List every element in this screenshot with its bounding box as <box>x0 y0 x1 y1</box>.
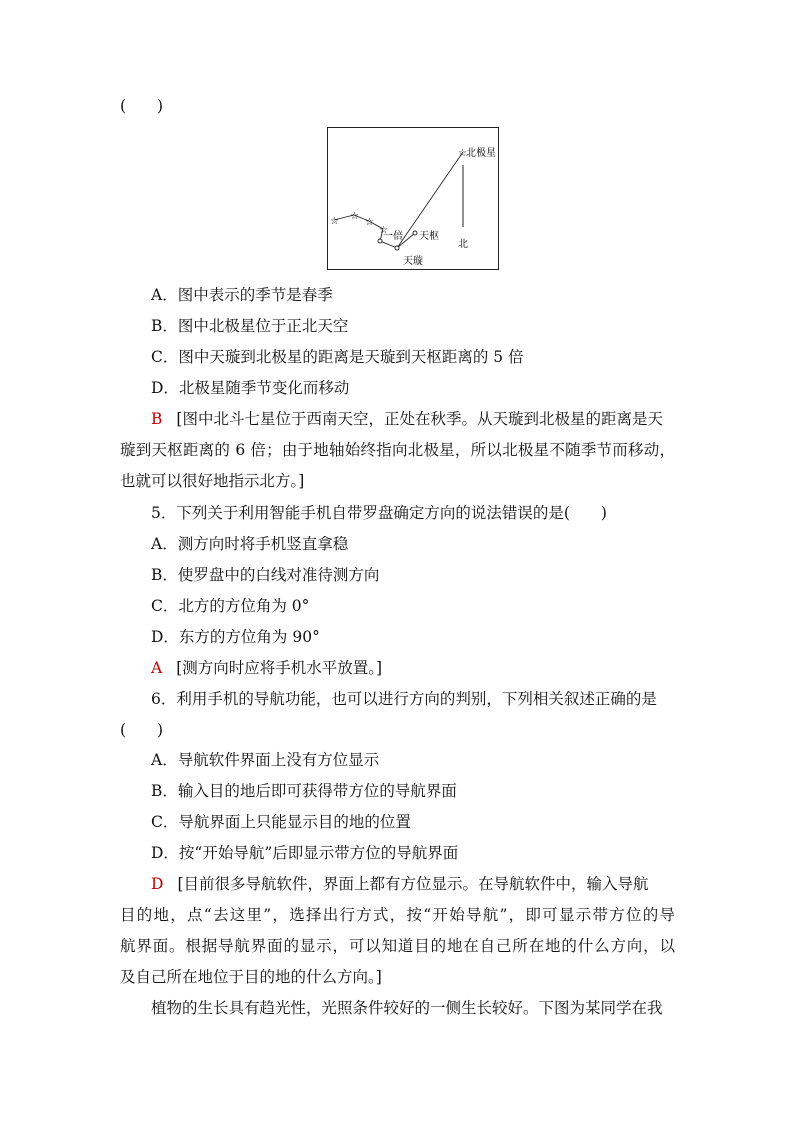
q6-option-c: C．导航界面上只能显示目的地的位置 <box>151 813 411 831</box>
q4-explain-1: [图中北斗七星位于西南天空，正处在秋季。从天璇到北极星的距离是天 <box>176 410 663 428</box>
q6-explain-1: [目前很多导航软件，界面上都有方位显示。在导航软件中，输入导航 <box>177 875 649 893</box>
q4-option-d: D．北极星随季节变化而移动 <box>151 379 350 397</box>
q5-option-d: D．东方的方位角为 90° <box>151 628 320 646</box>
q5-explain: [测方向时应将手机水平放置。] <box>176 659 383 677</box>
tianxuan-label: 天璇 <box>403 256 423 267</box>
q5-stem: 5．下列关于利用智能手机自带罗盘确定方向的说法错误的是( ) <box>151 504 607 522</box>
next-intro: 植物的生长具有趋光性，光照条件较好的一侧生长较好。下图为某同学在我 <box>151 999 663 1017</box>
star-icon: ☆ <box>379 225 388 236</box>
star-icon: ☆ <box>350 211 359 222</box>
q6-stem-2: ( ) <box>120 721 164 739</box>
q5-option-b: B．使罗盘中的白线对准待测方向 <box>151 566 380 584</box>
star-dot <box>413 231 417 235</box>
q5-option-c: C．北方的方位角为 0° <box>151 597 310 615</box>
star-dot <box>395 246 399 250</box>
q5-answer: A <box>151 659 163 677</box>
q4-option-a: A．图中表示的季节是春季 <box>151 286 333 304</box>
q6-answer: D <box>151 875 164 893</box>
q4-option-c: C．图中天璇到北极星的距离是天璇到天枢距离的 5 倍 <box>151 348 524 366</box>
north-star-label: 北极星 <box>466 148 496 159</box>
star-icon: ☆ <box>330 216 339 227</box>
q6-option-b: B．输入目的地后即可获得带方位的导航界面 <box>151 782 457 800</box>
north-label: 北 <box>458 239 468 250</box>
big-dipper-figure <box>327 127 499 270</box>
q4-option-b: B．图中北极星位于正北天空 <box>151 317 349 335</box>
q6-answer-line <box>151 874 675 894</box>
star-dot <box>378 239 382 243</box>
q6-option-d: D．按“开始导航”后即显示带方位的导航界面 <box>151 844 459 862</box>
tianshu-label: 天枢 <box>419 231 439 242</box>
q4-paren: ( ) <box>120 97 164 115</box>
north-star-icon: ☆ <box>458 148 467 159</box>
q6-explain-2: 目的地，点“去这里”，选择出行方式，按“开始导航”，即可显示带方位的导 <box>120 906 675 924</box>
q4-explain-3: 也就可以很好地指示北方。] <box>120 472 305 490</box>
q6-explain-4: 及自己所在地位于目的地的什么方向。] <box>120 968 382 986</box>
q4-answer-line <box>151 409 675 429</box>
yibei-label: 一倍 <box>383 231 403 242</box>
q6-explain-3: 航界面。根据导航界面的显示，可以知道目的地在自己所在地的什么方向，以 <box>120 937 675 955</box>
q5-answer-line <box>151 658 382 678</box>
q4-explain-2: 璇到天枢距离的 6 倍；由于地轴始终指向北极星，所以北极星不随季节而移动， <box>120 441 675 459</box>
star-icon: ☆ <box>365 217 374 228</box>
q5-option-a: A．测方向时将手机竖直拿稳 <box>151 535 349 553</box>
q6-stem-1: 6．利用手机的导航功能，也可以进行方向的判别，下列相关叙述正确的是 <box>151 690 657 708</box>
q4-answer: B <box>151 410 163 428</box>
q6-option-a: A．导航软件界面上没有方位显示 <box>151 751 380 769</box>
